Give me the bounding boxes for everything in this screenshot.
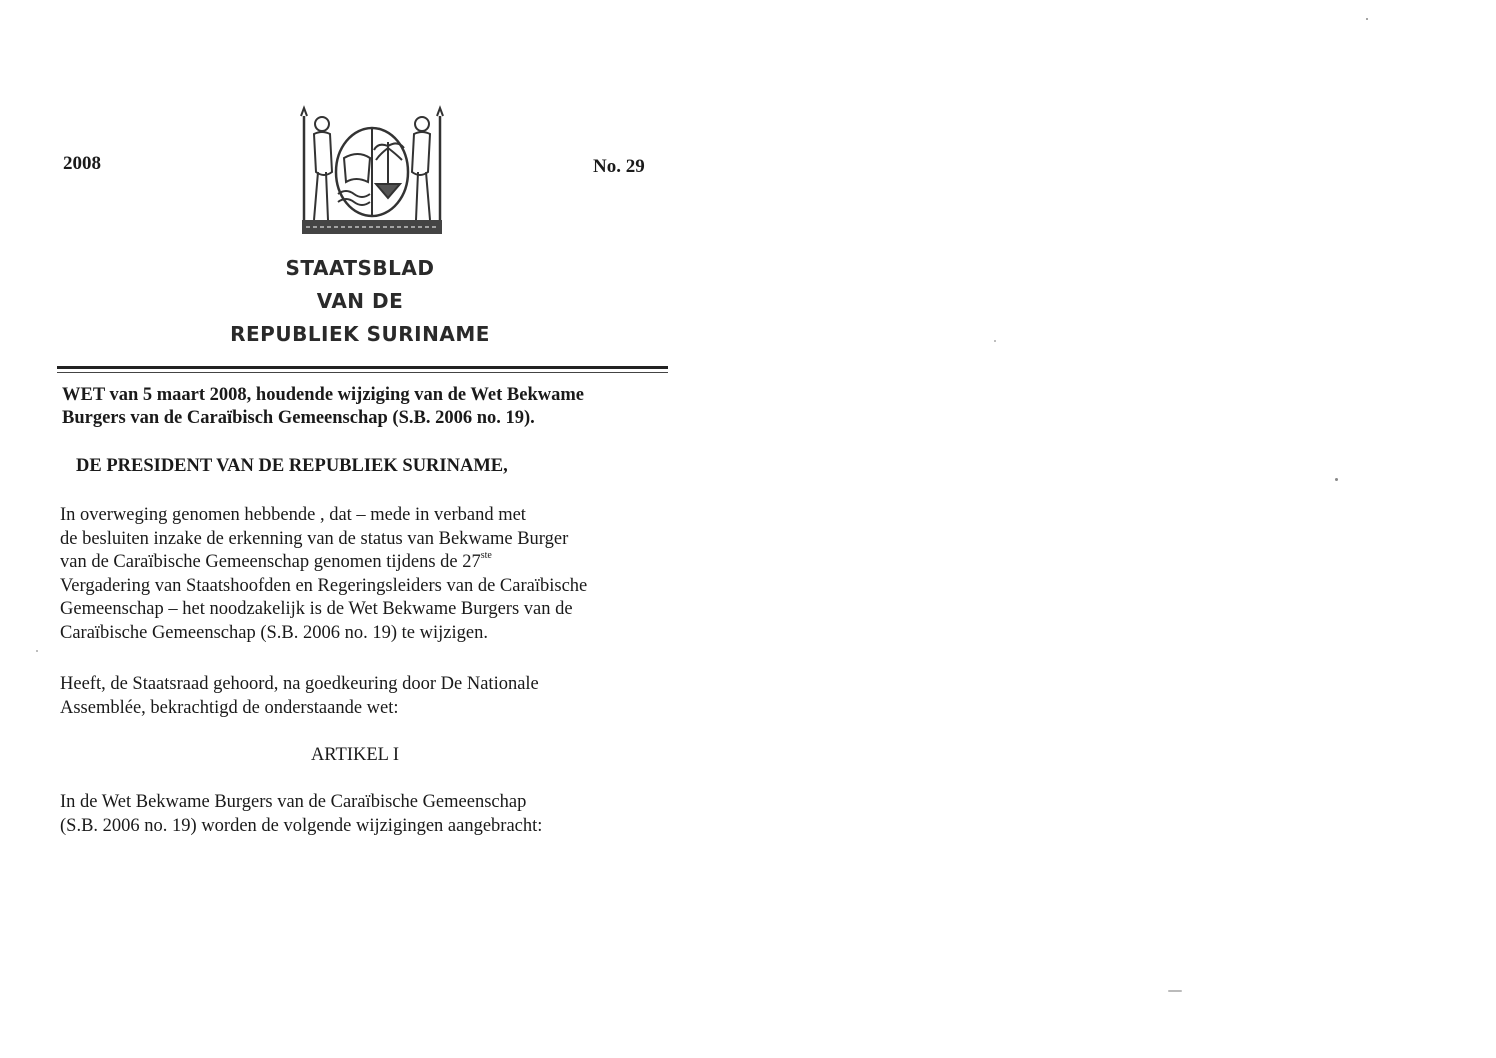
gazette-year: 2008 <box>63 153 101 174</box>
scan-speck <box>36 650 38 652</box>
preamble-line <box>60 551 700 575</box>
article-line: (S.B. 2006 no. 19) worden de volgende wijzigingen aangebracht: <box>60 815 543 836</box>
article-line: In de Wet Bekwame Burgers van de Caraïbische Gemeenschap <box>60 792 527 812</box>
scan-speck <box>1366 18 1368 20</box>
suriname-coat-of-arms-icon <box>292 102 452 242</box>
article-heading: ARTIKEL I <box>310 745 400 765</box>
preamble-line: In overweging genomen hebbende , dat – mede in verband met <box>60 505 526 525</box>
enactment-line: Heeft, de Staatsraad gehoord, na goedkeuring door De Nationale <box>60 674 539 694</box>
law-title <box>62 384 682 430</box>
article-text <box>60 791 700 838</box>
enactment-paragraph <box>60 673 700 720</box>
scan-speck <box>994 340 996 342</box>
preamble-line: Vergadering van Staatshoofden en Regeringsleiders van de Caraïbische <box>60 575 588 596</box>
president-line: DE PRESIDENT VAN DE REPUBLIEK SURINAME, <box>76 456 508 476</box>
preamble-line: Caraïbische Gemeenschap (S.B. 2006 no. 19) te wijzigen. <box>60 622 488 643</box>
ordinal-suffix: ste <box>480 550 492 561</box>
law-title-line: Burgers van de Caraïbisch Gemeenschap (S.B. 2006 no. 19). <box>62 408 535 428</box>
masthead-line-2: VAN DE <box>316 289 404 313</box>
preamble-line: de besluiten inzake de erkenning van de status van Bekwame Burger <box>60 528 569 549</box>
preamble-line: Gemeenschap – het noodzakelijk is de Wet Bekwame Burgers van de <box>60 599 573 619</box>
enactment-line: Assemblée, bekrachtigd de onderstaande wet: <box>60 697 399 718</box>
scan-speck <box>1168 990 1182 992</box>
masthead-line-3: REPUBLIEK SURINAME <box>230 322 490 346</box>
header-divider <box>57 366 668 369</box>
masthead-line-1: STAATSBLAD <box>285 256 435 280</box>
preamble-paragraph <box>60 504 700 645</box>
preamble-line-text: van de Caraïbische Gemeenschap genomen tijdens de 27 <box>60 552 481 572</box>
header-divider-thin <box>57 372 668 373</box>
gazette-number: No. 29 <box>593 156 645 177</box>
law-title-line: WET van 5 maart 2008, houdende wijziging van de Wet Bekwame <box>62 385 584 405</box>
scan-speck <box>1335 478 1338 481</box>
